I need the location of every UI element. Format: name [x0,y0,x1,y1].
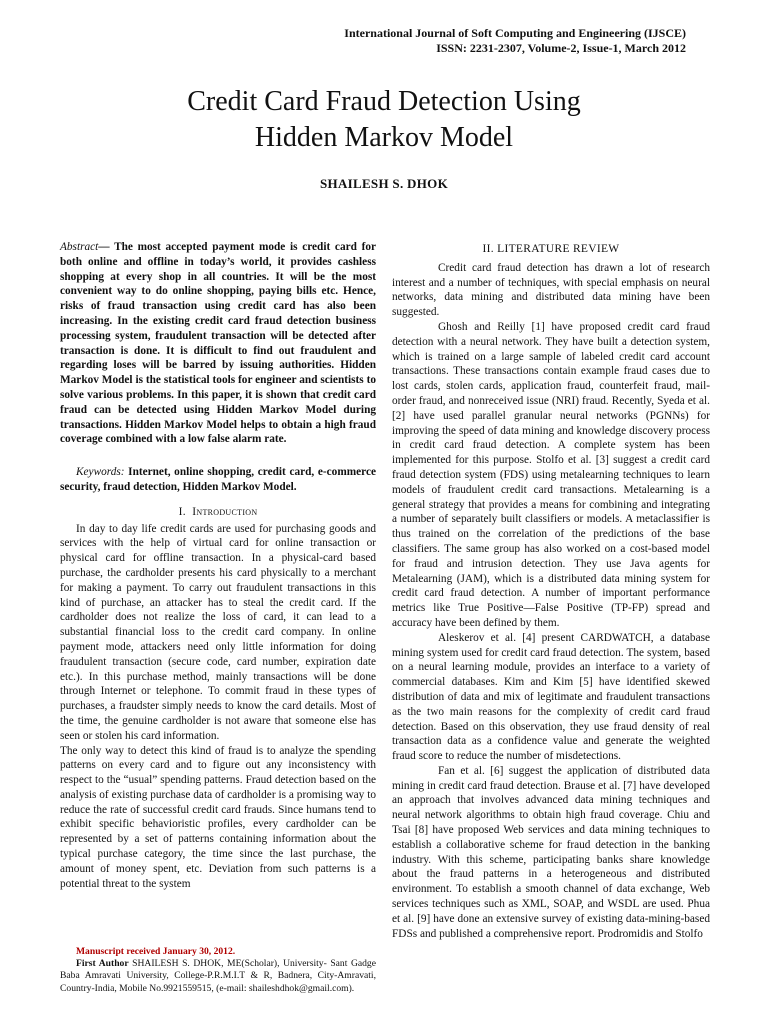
abstract [60,240,376,447]
manuscript-received: Manuscript received January 30, 2012. [76,946,236,957]
title-line-1: Credit Card Fraud Detection Using [187,86,581,117]
lit-paragraph: Ghosh and Reilly [1] have proposed credit card fraud detection with a neural network. They have built a detection system, which is trained on a large sample of labeled credit card account transactions. These transactions contain example fraud cases due to lost cards, stolen cards, application fraud, counterfeit fraud, mail-order fraud, and nonreceived issue (NRI) fraud. Recently, Syeda et al. [2] have used parallel granular neural networks (PGNNs) for improving the speed of data mining and knowledge discovery process in credit card fraud detection. A complete system has been implemented for this purpose. Stolfo et al. [3] suggest a credit card fraud detection system (FDS) using metalearning techniques to learn models of fraudulent credit card transactions. Metalearning is a general strategy that provides a means for combining and integrating a number of separately built classifiers or models. A metaclassifier is thus trained on the correlation of the predictions of the base classifiers. The same group has also worked on a cost-based model for fraud and intrusion detection. They use Java agents for Metalearning (JAM), which is a distributed data mining system for credit card fraud detection. A number of important performance metrics like True Positive—False Positive (TP-FP) spread and accuracy have been defined by them. [392,320,710,629]
first-author-note [60,958,376,995]
abstract-lead: Abstract [60,241,99,253]
lit-paragraph: Credit card fraud detection has drawn a lot of research interest and a number of techniques, with special emphasis on neural networks, data mining and distributed data mining have been suggested. [392,261,710,319]
intro-paragraph: In day to day life credit cards are used for purchasing goods and services with the help of virtual card for online transaction or physical card for offline transaction. In a physical-card based purchase, the cardholder presents his card physically to a merchant for making a payment. To carry out fraudulent transactions in this kind of purchase, an attacker has to steal the credit card. If the cardholder does not realize the loss of card, it can lead to a substantial financial loss to the credit card company. In online payment mode, attackers need only little information for doing fraudulent transaction (secure code, card number, expiration date etc.). In this purchase method, mainly transactions will be done through Internet or telephone. To commit fraud in these types of purchases, a fraudster simply needs to know the card details. Most of the time, the genuine cardholder is not aware that someone else has seen or stolen his card information. [60,522,376,742]
section-heading-literature-review: II. LITERATURE REVIEW [482,243,620,255]
title-line-2: Hidden Markov Model [254,122,514,153]
keywords [60,465,376,495]
lit-paragraph: Aleskerov et al. [4] present CARDWATCH, a database mining system used for credit card fraud detection. The system, based on a neural learning module, provides an interface to a variety of commercial databases. Kim and Kim [5] have identified skewed distribution of data and mix of legitimate and fraudulent transactions as the two main reasons for the complexity of credit card fraud detection. Based on this observation, they use fraud density of real transaction data as a confidence value and generate the weighted fraud score to reduce the number of misdetections. [392,631,710,763]
right-column [392,240,710,941]
lit-paragraph: Fan et al. [6] suggest the application of distributed data mining in credit card fraud detection. Brause et al. [7] have developed an approach that involves advanced data mining techniques and neural network algorithms to obtain high fraud coverage. Chiu and Tsai [8] have proposed Web services and data mining techniques to establish a collaborative scheme for fraud detection in the banking industry. With this scheme, participating banks share knowledge about the fraud patterns in a heterogeneous and distributed environment. To establish a smooth channel of data exchange, Web services techniques such as XML, SOAP, and WSDL are used. Phua et al. [9] have done an extensive survey of existing data-mining-based FDSs and published a comprehensive report. Prodromidis and Stolfo [392,764,710,940]
footnote [60,946,376,995]
abstract-dash: — [98,241,110,253]
first-author-text: SHAILESH S. DHOK, ME(Scholar), University- Sant Gadge Baba Amravati University, College-P.R.M.I.T & R, Badnera, City-Amravati, Country-India, Mobile No.9921559515, (e-mail: shaileshdhok@gmail.com). [60,958,376,994]
journal-name: International Journal of Soft Computing and Engineering (IJSCE) [344,26,686,40]
section-number: I. [178,505,186,518]
first-author-lead: First Author [76,958,129,970]
intro-paragraph: The only way to detect this kind of fraud is to analyze the spending patterns on every card and to figure out any inconsistency with respect to the “usual” spending patterns. Fraud detection based on the analysis of existing purchase data of cardholder is a promising way to reduce the rate of successful credit card frauds. Since humans tend to exhibit specific behavioristic profiles, every cardholder can be represented by a set of patterns containing information about the typical purchase category, the time since the last purchase, the amount of money spent, etc. Deviation from such patterns is a potential threat to the system [60,744,376,890]
paper-title [0,84,768,156]
section-heading-introduction [60,505,376,520]
author-name: SHAILESH S. DHOK [320,176,448,191]
journal-issn: ISSN: 2231-2307, Volume-2, Issue-1, March 2012 [436,41,686,55]
left-column [60,240,376,891]
keywords-lead: Keywords: [76,466,125,479]
keywords-text: Internet, online shopping, credit card, e-commerce security, fraud detection, Hidden Markov Model. [60,466,376,493]
section-label: Introduction [192,505,258,518]
abstract-text: The most accepted payment mode is credit card for both online and offline in today’s world, it provides cashless shopping at every shop in all countries. It will be the most convenient way to do online shopping, paying bills etc. Hence, risks of fraud transaction using credit card has also been increasing. In the existing credit card fraud detection business processing system, fraudulent transaction will be detected after transaction is done. It is difficult to find out fraudulent and regarding loses will be barred by issuing authorities. Hidden Markov Model is the statistical tools for engineer and scientists to solve various problems. In this paper, it is shown that credit card fraud can be detected using Hidden Markov Model during transactions. Hidden Markov Model helps to obtain a high fraud coverage combined with a low false alarm rate. [60,241,376,446]
journal-header [344,26,686,56]
